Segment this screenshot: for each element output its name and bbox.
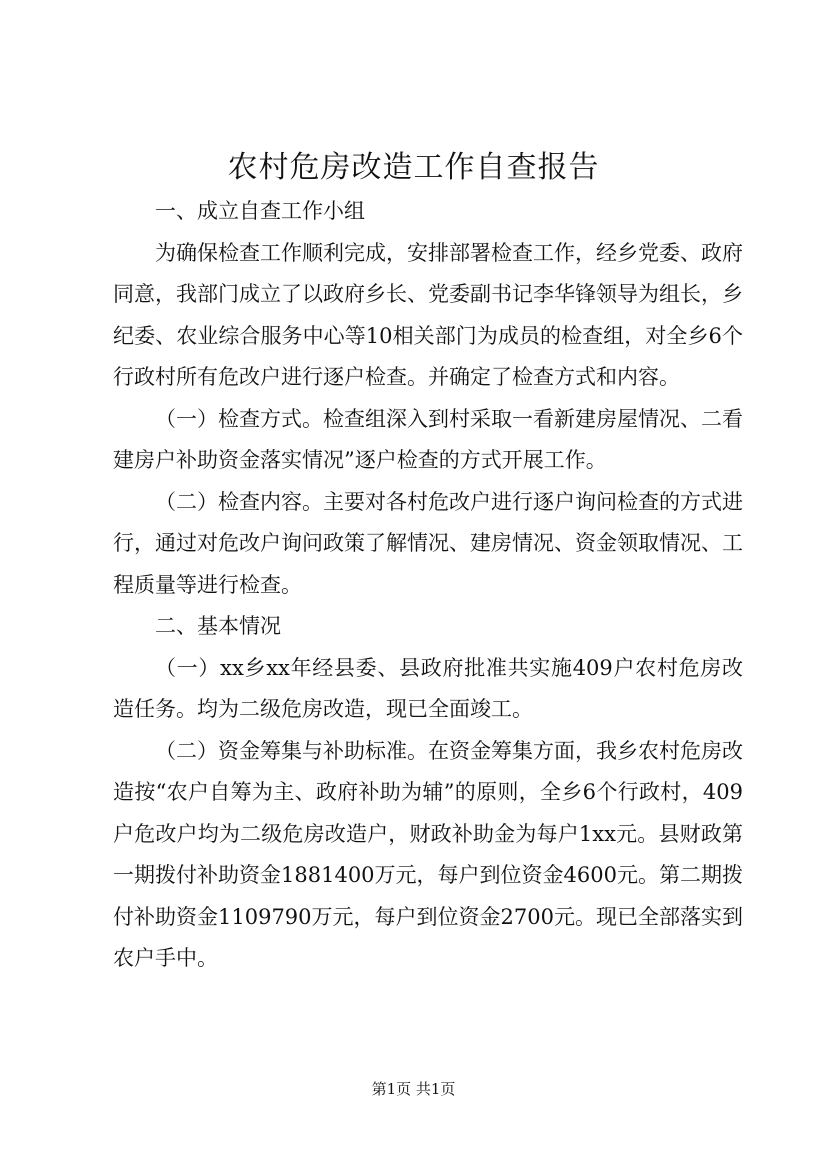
document-body xyxy=(113,191,743,980)
paragraph: （二）资金筹集与补助标准。在资金筹集方面，我乡农村危房改造按“农户自筹为主、政府补助为辅”的原则，全乡6个行政村，409户危改户均为二级危房改造户，财政补助金为每户1xx元。县财政第一期拨付补助资金1881400万元，每户到位资金4600元。第二期拨付补助资金1109790万元，每户到位资金2700元。现已全部落实到农户手中。 xyxy=(113,738,743,970)
page-footer: 第1页 共1页 xyxy=(371,1080,456,1098)
section-heading-1: 一、成立自查工作小组 xyxy=(155,199,365,223)
document-title: 农村危房改造工作自查报告 xyxy=(227,150,600,185)
paragraph: 为确保检查工作顺利完成，安排部署检查工作，经乡党委、政府同意，我部门成立了以政府乡长、党委副书记李华锋领导为组长，乡纪委、农业综合服务中心等10相关部门为成员的检查组，对全乡6个行政村所有危改户进行逐户检查。并确定了检查方式和内容。 xyxy=(113,240,743,389)
paragraph: （一）检查方式。检查组深入到村采取一看新建房屋情况、二看建房户补助资金落实情况”逐户检查的方式开展工作。 xyxy=(113,406,743,472)
paragraph: （二）检查内容。主要对各村危改户进行逐户询问检查的方式进行，通过对危改户询问政策了解情况、建房情况、资金领取情况、工程质量等进行检查。 xyxy=(113,489,743,597)
section-heading-2: 二、基本情况 xyxy=(155,614,281,638)
paragraph: （一）xx乡xx年经县委、县政府批准共实施409户农村危房改造任务。均为二级危房改造，现已全面竣工。 xyxy=(113,655,743,721)
